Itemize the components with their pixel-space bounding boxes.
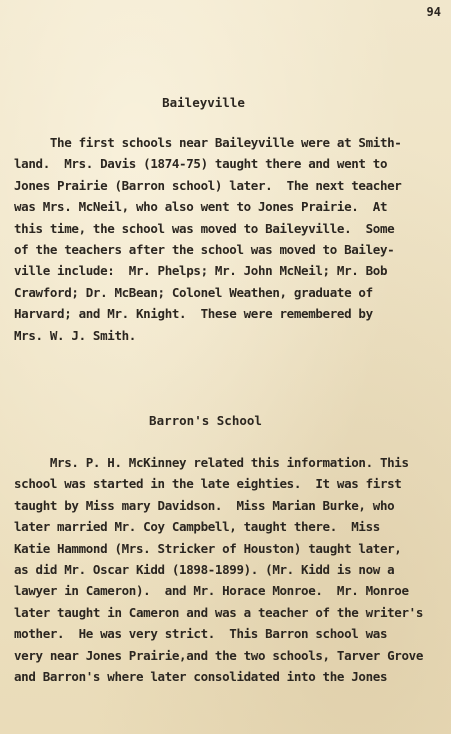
- section-heading-barrons-school: Barron's School: [149, 413, 262, 428]
- text-line: Crawford; Dr. McBean; Colonel Weathen, graduate of: [14, 284, 373, 300]
- text-line: Harvard; and Mr. Knight. These were remembered by: [14, 306, 373, 322]
- text-line: was Mrs. McNeil, who also went to Jones Prairie. At: [14, 199, 388, 215]
- text-line: taught by Miss mary Davidson. Miss Marian Burke, who: [14, 497, 395, 513]
- text-line: of the teachers after the school was moved to Bailey-: [14, 242, 395, 258]
- section-heading-baileyville: Baileyville: [162, 95, 245, 110]
- text-line: later married Mr. Coy Campbell, taught there. Miss: [14, 519, 380, 535]
- text-line: Mrs. W. J. Smith.: [14, 327, 136, 343]
- page-number: 94: [426, 5, 441, 19]
- text-line: mother. He was very strict. This Barron school was: [14, 626, 388, 642]
- text-line: Katie Hammond (Mrs. Stricker of Houston) taught later,: [14, 540, 402, 556]
- paragraph-baileyville: [14, 132, 444, 346]
- text-line: as did Mr. Oscar Kidd (1898-1899). (Mr. Kidd is now a: [14, 562, 395, 578]
- text-line: Jones Prairie (Barron school) later. The next teacher: [14, 177, 402, 193]
- text-line: Mrs. P. H. McKinney related this information. This: [14, 455, 409, 470]
- text-line: lawyer in Cameron). and Mr. Horace Monroe. Mr. Monroe: [14, 583, 409, 599]
- text-line: later taught in Cameron and was a teacher of the writer's: [14, 604, 424, 620]
- text-line: land. Mrs. Davis (1874-75) taught there and went to: [14, 156, 388, 172]
- text-line: The first schools near Baileyville were at Smith-: [14, 135, 402, 150]
- text-line: school was started in the late eighties. It was first: [14, 476, 402, 492]
- text-line: this time, the school was moved to Baileyville. Some: [14, 220, 395, 236]
- text-line: very near Jones Prairie,and the two schools, Tarver Grove: [14, 647, 424, 663]
- paragraph-barrons-school: [14, 452, 444, 687]
- text-line: ville include: Mr. Phelps; Mr. John McNeil; Mr. Bob: [14, 263, 388, 279]
- text-line: and Barron's where later consolidated into the Jones: [14, 669, 388, 685]
